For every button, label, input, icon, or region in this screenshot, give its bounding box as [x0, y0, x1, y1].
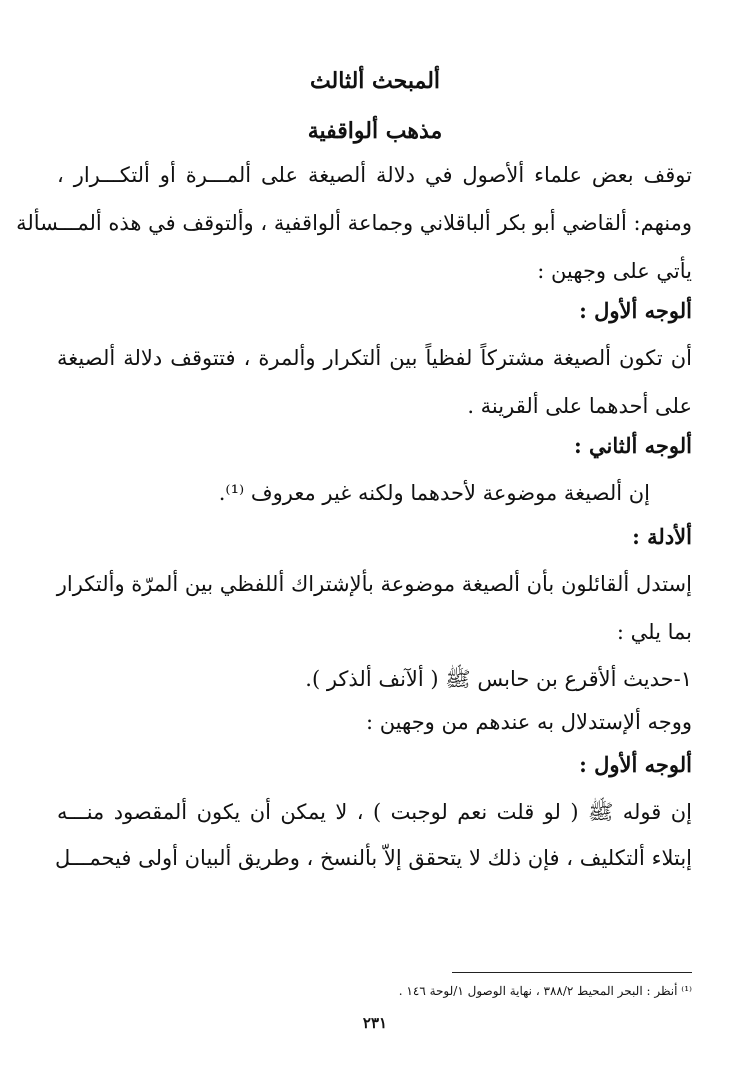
paragraph-line: توقف بعض علماء ألأصول في دلالة ألصيغة على ألمـــرة أو ألتكـــرار ، [57, 163, 692, 187]
section-title: ألمبحث ألثالث [309, 68, 441, 94]
paragraph-line: إستدل ألقائلون بأن ألصيغة موضوعة بألإشتراك أللفظي بين ألمرّة وألتكرار [56, 572, 692, 596]
paragraph-line: إن قوله ﷺ ( لو قلت نعم لوجبت ) ، لا يمكن أن يكون ألمقصود منـــه [57, 800, 692, 824]
subheading-second-aspect: ألوجه ألثاني : [573, 433, 692, 458]
footnote: ⁽¹⁾ أنظر : البحر المحيط ٣٨٨/٢ ، نهاية الوصول ١/لوحة ١٤٦ . [398, 984, 692, 998]
subheading-first-aspect: ألوجه ألأول : [579, 298, 692, 323]
paragraph-line: إن ألصيغة موضوعة لأحدهما ولكنه غير معروف ⁽¹⁾. [218, 481, 650, 505]
paragraph-line: يأتي على وجهين : [537, 259, 692, 283]
paragraph-line: على أحدهما على ألقرينة . [467, 394, 692, 418]
subheading-evidence: ألأدلة : [632, 524, 692, 549]
paragraph-line: بما يلي : [616, 620, 692, 644]
footnote-divider [452, 972, 692, 973]
paragraph-line: ١-حديث ألأقرع بن حابس ﷺ ( ألآنف ألذكر ). [305, 667, 692, 691]
paragraph-line: ووجه ألإستدلال به عندهم من وجهين : [365, 710, 692, 734]
section-subtitle: مذهب ألواقفية [307, 118, 443, 144]
paragraph-line: أن تكون ألصيغة مشتركاً لفظياً بين ألتكرار وألمرة ، فتتوقف دلالة ألصيغة [57, 346, 692, 370]
page-number: ٢٣١ [362, 1014, 388, 1032]
paragraph-line: إبتلاء ألتكليف ، فإن ذلك لا يتحقق إلاّ بألنسخ ، وطريق ألبيان أولى فيحمـــل [54, 846, 692, 870]
subheading-first-aspect: ألوجه ألأول : [579, 752, 692, 777]
paragraph-line: ومنهم: ألقاضي أبو بكر ألباقلاني وجماعة ألواقفية ، وألتوقف في هذه ألمـــسألة [16, 211, 692, 235]
